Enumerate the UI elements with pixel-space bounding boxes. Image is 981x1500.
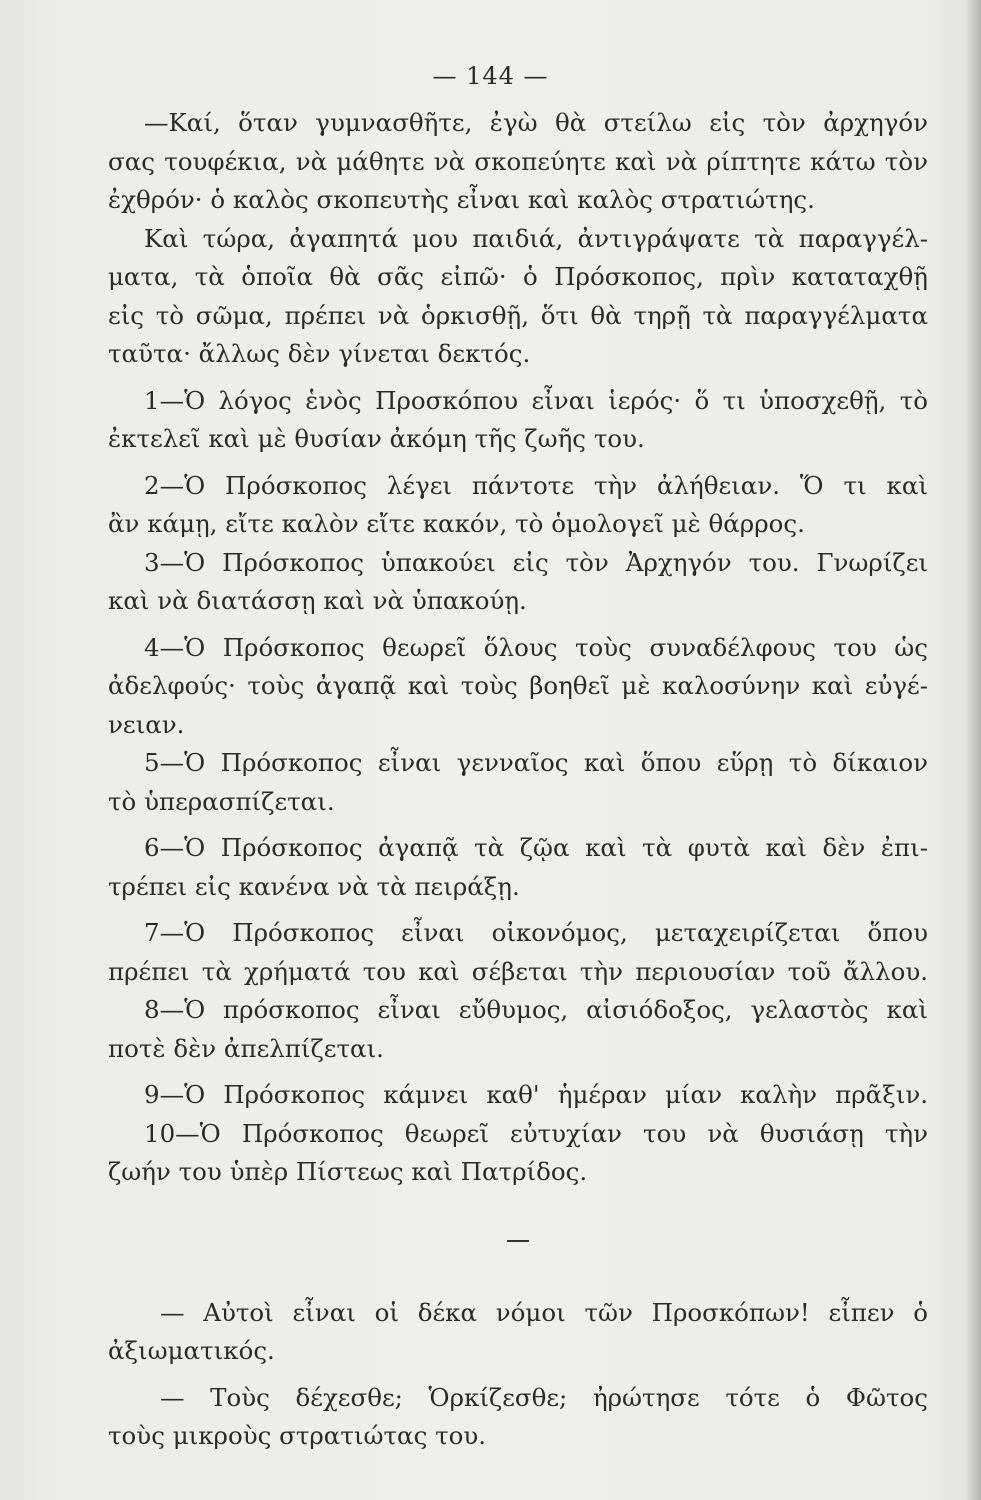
scout-law-7 (108, 914, 928, 991)
text-line: τοὺς μικροὺς στρατιώτας του. (108, 1421, 487, 1450)
text-line: ἀξιωματικός. (108, 1336, 275, 1365)
text-line: ἐκτελεῖ καὶ μὲ θυσίαν ἀκόμη τῆς ζωῆς του. (108, 424, 645, 453)
text-line: —Καί, ὅταν γυμνασθῆτε, ἐγὼ θὰ στείλω εἰς τὸν ἀρχηγόν (144, 108, 928, 137)
closing-fotos-question (108, 1379, 928, 1456)
section-divider (507, 1240, 529, 1242)
text-line: καὶ νὰ διατάσσῃ καὶ νὰ ὑπακούῃ. (108, 586, 527, 615)
text-line: ταῦτα· ἄλλως δὲν γίνεται δεκτός. (108, 339, 531, 368)
text-line: 7—Ὁ Πρόσκοπος εἶναι οἰκονόμος, μεταχειρίζεται ὅπου (144, 918, 928, 947)
text-line: 5—Ὁ Πρόσκοπος εἶναι γενναῖος καὶ ὅπου εὕρῃ τὸ δίκαιον (144, 748, 928, 777)
text-line: 2—Ὁ Πρόσκοπος λέγει πάντοτε τὴν ἀλήθειαν. Ὅ τι καὶ (144, 470, 928, 500)
text-line: νειαν. (108, 709, 185, 739)
text-line: ποτὲ δὲν ἀπελπίζεται. (108, 1033, 384, 1063)
text-line: 6—Ὁ Πρόσκοπος ἀγαπᾷ τὰ ζῷα καὶ τὰ φυτὰ καὶ δὲν ἐπι- (144, 833, 928, 862)
text-line: 1—Ὁ λόγος ἑνὸς Προσκόπου εἶναι ἱερός· ὅ τι ὑποσχεθῇ, τὸ (144, 385, 928, 415)
text-line: 8—Ὁ πρόσκοπος εἶναι εὔθυμος, αἰσιόδοξος, γελαστὸς καὶ (144, 995, 928, 1024)
text-line: ἂν κάμῃ, εἴτε καλὸν εἴτε κακόν, τὸ ὁμολογεῖ μὲ θάρρος. (108, 509, 805, 538)
scout-law-9 (108, 1076, 928, 1115)
text-line: 3—Ὁ Πρόσκοπος ὑπακούει εἰς τὸν Ἀρχηγόν του. Γνωρίζει (144, 547, 928, 577)
text-line: 9—Ὁ Πρόσκοπος κάμνει καθ' ἡμέραν μίαν καλὴν πρᾶξιν. (144, 1080, 928, 1109)
text-line: ματα, τὰ ὁποῖα θὰ σᾶς εἰπῶ· ὁ Πρόσκοπος, πρὶν καταταχθῇ (108, 262, 928, 291)
text-line: πρέπει τὰ χρήματά του καὶ σέβεται τὴν περιουσίαν τοῦ ἄλλου. (108, 956, 928, 986)
closing-officer-remark (108, 1294, 928, 1371)
text-line: 4—Ὁ Πρόσκοπος θεωρεῖ ὅλους τοὺς συναδέλφους του ὡς (144, 632, 928, 662)
paragraph-rifles (108, 104, 928, 220)
text-line: τὸ ὑπερασπίζεται. (108, 786, 335, 816)
page-number: — 144 — (432, 62, 549, 90)
text-line: ζωήν του ὑπὲρ Πίστεως καὶ Πατρίδος. (108, 1157, 588, 1186)
text-line: σας τουφέκια, νὰ μάθητε νὰ σκοπεύητε καὶ νὰ ρίπτητε κάτω τὸν (108, 146, 928, 176)
scout-law-3 (108, 544, 928, 621)
text-line: ἐχθρόν· ὁ καλὸς σκοπευτὴς εἶναι καὶ καλὸς στρατιώτης. (108, 185, 815, 214)
paragraph-oath-intro (108, 220, 928, 374)
page-edge-shadow (965, 0, 981, 1500)
text-line: — Τοὺς δέχεσθε; Ὁρκίζεσθε; ἠρώτησε τότε ὁ Φῶτος (160, 1382, 928, 1412)
scout-law-4 (108, 629, 928, 745)
scout-law-2 (108, 467, 928, 544)
scout-law-1 (108, 382, 928, 459)
text-line: 10—Ὁ Πρόσκοπος θεωρεῖ εὐτυχίαν του νὰ θυσιάσῃ τὴν (144, 1118, 928, 1148)
text-line: εἰς τὸ σῶμα, πρέπει νὰ ὁρκισθῇ, ὅτι θὰ τηρῇ τὰ παραγγέλματα (108, 300, 928, 330)
text-line: ἀδελφούς· τοὺς ἀγαπᾷ καὶ τοὺς βοηθεῖ μὲ καλοσύνην καὶ εὐγέ- (108, 671, 928, 700)
scout-law-8 (108, 991, 928, 1068)
page-body (108, 104, 928, 1456)
scout-law-6 (108, 829, 928, 906)
text-line: τρέπει εἰς κανένα νὰ τὰ πειράξῃ. (108, 871, 520, 901)
scout-law-5 (108, 744, 928, 821)
text-line: Καὶ τώρα, ἀγαπητά μου παιδιά, ἀντιγράψατε τὰ παραγγέλ- (144, 223, 928, 253)
scout-law-10 (108, 1115, 928, 1192)
text-line: — Αὐτοὶ εἶναι οἱ δέκα νόμοι τῶν Προσκόπων! εἶπεν ὁ (160, 1297, 928, 1327)
